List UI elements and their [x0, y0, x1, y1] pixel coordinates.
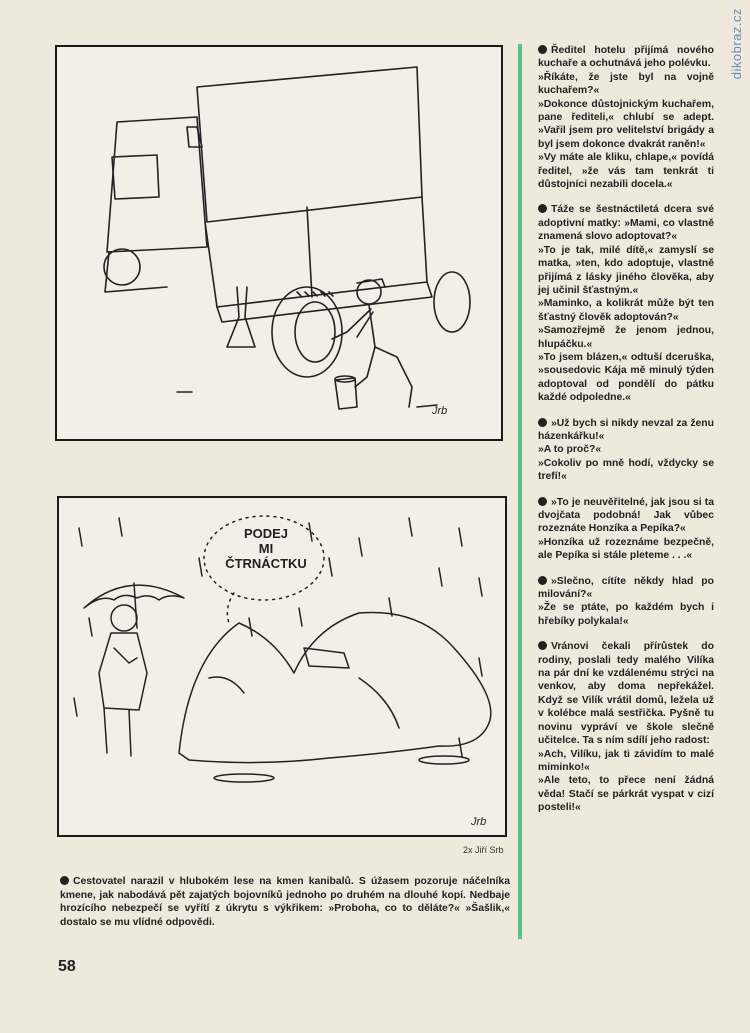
joke-line — [538, 324, 714, 351]
joke-item — [538, 44, 714, 191]
bullet-icon — [538, 641, 547, 650]
joke-item — [538, 417, 714, 484]
cartoon-truck-panel — [55, 45, 503, 441]
cartoon-rain-panel — [57, 496, 507, 837]
joke-line — [538, 496, 714, 536]
joke-line-text: »Ale teto, to přece není žádná věda! Stačí se párkrát vyspat v cizí posteli!« — [538, 775, 714, 814]
bottom-joke — [60, 875, 510, 929]
joke-line-text: »Říkáte, že jste byl na vojně kuchařem?« — [538, 71, 714, 97]
illustration-credit: 2x Jiří Srb — [463, 845, 504, 855]
bubble-line-1: PODEJ — [243, 526, 289, 541]
bullet-icon — [538, 497, 547, 506]
joke-line — [538, 601, 714, 628]
joke-line-text: »To je tak, milé dítě,« zamyslí se matka, »ten, kdo adoptuje, vlastně přijímá z lásky jiného člověka, aby jej učinil šťastným.« — [538, 244, 714, 296]
joke-line-text: »Ach, Vilíku, jak ti závidím to malé miminko!« — [538, 748, 714, 773]
joke-line — [538, 244, 714, 298]
joke-line-text: »Dokonce důstojnickým kuchařem, pane řediteli,« chlubí se adept. »Vařil jsem pro velitelství brigády a byl jsem dokonce dvakrát raněn!« — [538, 98, 714, 150]
truck-cartoon-illustration — [57, 47, 501, 439]
joke-line — [538, 457, 714, 484]
cartoon2-signature: Jrb — [471, 816, 487, 828]
bullet-icon — [60, 876, 69, 885]
joke-line — [538, 575, 714, 602]
bottom-joke-text: Cestovatel narazil v hlubokém lese na kmen kanibalů. S úžasem pozoruje náčelníka kmene, jak nabodává pět zajatých bojovníků jednoho po druhém na dlouhé kopí. Nedbaje hrozícího nebezpečí se vyřítí z úkrytu s výkřikem: »Proboha, co to děláte?« »Šašlik,« dostalo se mu vlídné odpovědi. — [60, 876, 510, 928]
bubble-line-3: ČTRNÁCTKU — [225, 556, 307, 571]
bullet-icon — [538, 45, 547, 54]
joke-line-text: Táže se šestnáctiletá dcera své adoptivní matky: »Mami, co vlastně znamená slovo adoptovat?« — [538, 204, 714, 243]
joke-line-text: »To jsem blázen,« odtuší dceruška, »sousedovic Kája mě minulý týden adoptoval od pondělí do pátku každé odpoledne.« — [538, 351, 714, 404]
bullet-icon — [538, 204, 547, 213]
joke-line-text: »Maminko, a kolikrát může být ten šťastný člověk adoptován?« — [538, 298, 714, 323]
bubble-line-2: MI — [258, 541, 274, 556]
joke-item — [538, 640, 714, 814]
page-number: 58 — [58, 958, 76, 975]
joke-line-text: »Honzíka už rozeznáme bezpečně, ale Pepíka si stále pleteme . . .« — [538, 536, 714, 562]
joke-line-text: »A to proč?« — [538, 444, 602, 456]
speech-bubble — [211, 526, 321, 571]
joke-line — [538, 44, 714, 71]
joke-column — [538, 44, 714, 827]
joke-line — [538, 443, 714, 456]
joke-line — [538, 417, 714, 444]
bullet-icon — [538, 418, 547, 427]
joke-item — [538, 203, 714, 404]
joke-item — [538, 575, 714, 629]
joke-line — [538, 351, 714, 405]
column-divider — [518, 44, 522, 939]
watermark: dikobraz.cz — [729, 8, 744, 80]
bullet-icon — [538, 576, 547, 585]
joke-line — [538, 774, 714, 814]
joke-line-text: »Samozřejmě že jenom jednou, hlupáčku.« — [538, 325, 714, 350]
joke-line-text: »Cokoliv po mně hodí, vždycky se trefí!« — [538, 457, 714, 483]
joke-line-text: »Už bych si nikdy nevzal za ženu házenkářku!« — [538, 417, 714, 442]
joke-line-text: »Vy máte ale kliku, chlape,« povídá ředitel, »že vás tam tenkrát ti důstojníci nezabili docela.« — [538, 152, 714, 191]
joke-line-text: »To je neuvěřitelné, jak jsou si ta dvojčata podobná! Jak vůbec rozeznáte Honzíka a Pepíka?« — [538, 496, 714, 535]
joke-line — [538, 297, 714, 324]
joke-line — [538, 98, 714, 152]
joke-item — [538, 496, 714, 563]
cartoon1-signature: Jrb — [432, 405, 448, 417]
joke-line — [538, 203, 714, 243]
joke-line — [538, 151, 714, 191]
joke-line-text: »Že se ptáte, po každém bych i hřebíky polykala!« — [538, 602, 714, 627]
joke-line — [538, 536, 714, 563]
joke-line — [538, 640, 714, 747]
joke-line-text: Ředitel hotelu přijímá nového kuchaře a ochutnává jeho polévku. — [538, 45, 714, 70]
joke-line — [538, 71, 714, 98]
joke-line-text: »Slečno, cítíte někdy hlad po milování?« — [538, 575, 714, 601]
joke-line — [538, 748, 714, 775]
joke-line-text: Vránovi čekali přírůstek do rodiny, poslali tedy malého Vilíka na pár dní ke vzdálenému strýci na venkov, aby doma nepřekážel. Když se Vilík vrátil domů, ležela už v kolébce malá sestřička. Pyšně tu novinu vypráví ve škole slečně učitelce. Ta s ním sdílí jeho radost: — [538, 641, 714, 747]
